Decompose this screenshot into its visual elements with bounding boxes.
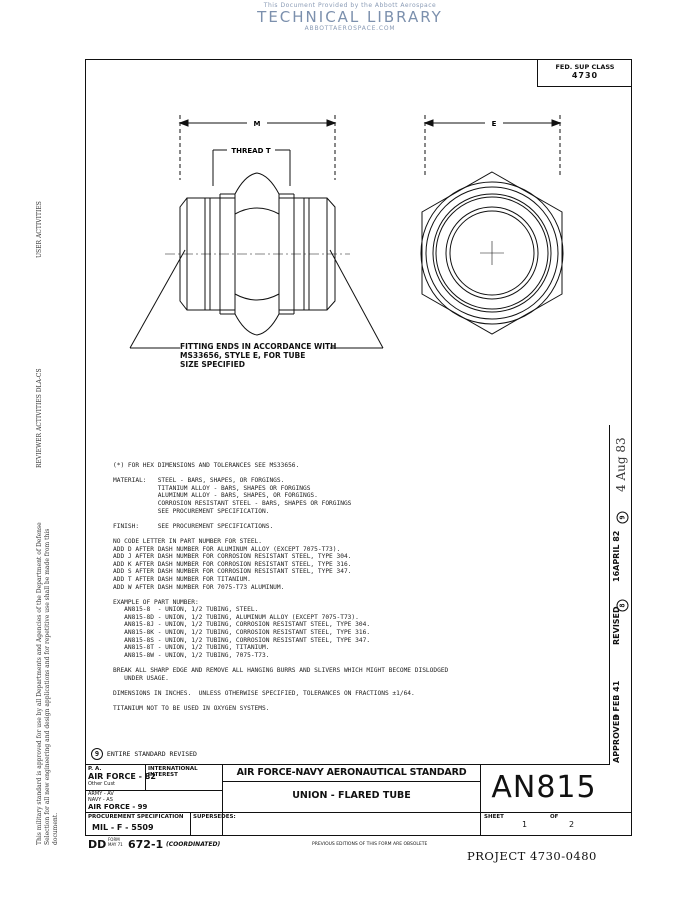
form-dd: DD <box>88 838 107 851</box>
title-block-divider-c <box>222 764 223 836</box>
other-cust-label: Other Cust <box>88 781 116 787</box>
callout-line3: SIZE SPECIFIED <box>180 360 245 369</box>
callout-line1: FITTING ENDS IN ACCORDANCE WITH <box>180 342 337 351</box>
approved-label: APPROVED <box>612 714 621 763</box>
note-line: (*) FOR HEX DIMENSIONS AND TOLERANCES SEE MS33656. <box>113 462 300 469</box>
title-block-divider-f <box>190 812 191 836</box>
note-line: AN815-8J - UNION, 1/2 TUBING, CORROSION RESISTANT STEEL, TYPE 304. <box>113 621 371 629</box>
coordinated-label: (COORDINATED) <box>166 841 221 848</box>
note-line <box>113 470 593 478</box>
revision-8-date: 16APRIL 82 <box>612 530 621 582</box>
part-title: UNION - FLARED TUBE <box>292 790 411 801</box>
navy-code: NAVY - AS <box>88 797 113 803</box>
fed-sup-class-label: FED. SUP CLASS <box>555 63 615 71</box>
note-line: ADD W AFTER DASH NUMBER FOR 7075-T73 ALUMINUM. <box>113 583 285 591</box>
international-interest-label: INTERNATIONAL INTEREST <box>148 766 198 778</box>
note-line: ADD K AFTER DASH NUMBER FOR CORROSION RESISTANT STEEL, TYPE 316. <box>113 560 352 568</box>
pa-label: P. A. <box>88 766 102 772</box>
sheet-label: SHEET <box>484 814 504 820</box>
note-line: AN815-8D - UNION, 1/2 TUBING, ALUMINUM ALLOY (EXCEPT 7075-T73). <box>113 613 359 621</box>
title-block-divider-e <box>480 764 481 836</box>
fed-sup-class-box <box>537 59 632 87</box>
air-force-code: AIR FORCE - 99 <box>88 803 148 811</box>
of-label: OF <box>550 814 559 820</box>
thread-label: THREAD T <box>231 147 271 155</box>
revision-9-circle: 9 <box>610 512 629 524</box>
title-block-top-border <box>85 764 609 765</box>
revision-note <box>91 748 197 760</box>
supersedes-label: SUPERSEDES: <box>193 814 236 820</box>
procurement-spec-label: PROCUREMENT SPECIFICATION <box>88 814 184 820</box>
note-line: SEE PROCUREMENT SPECIFICATION. <box>113 507 270 515</box>
note-line: EXAMPLE OF PART NUMBER: <box>113 598 199 606</box>
note-line: ADD T AFTER DASH NUMBER FOR TITANIUM. <box>113 575 251 583</box>
note-line <box>113 530 593 538</box>
form-number: 672-1 <box>128 838 164 851</box>
revision-note-text: ENTIRE STANDARD REVISED <box>106 750 197 758</box>
sheet-value: 1 <box>522 820 528 829</box>
fed-sup-class-value: 4730 <box>571 71 599 80</box>
of-value: 2 <box>569 820 575 829</box>
dimension-m-label: M <box>253 120 261 128</box>
note-line: FINISH: SEE PROCUREMENT SPECIFICATIONS. <box>113 522 274 530</box>
pa-value: AIR FORCE - 82 <box>88 772 156 781</box>
drawing-notes <box>113 462 593 713</box>
note-line <box>113 682 593 690</box>
approved-date: 3 FEB 41 <box>612 680 621 720</box>
note-line: AN815-8K - UNION, 1/2 TUBING, CORROSION RESISTANT STEEL, TYPE 316. <box>113 629 371 637</box>
revision-8-circle: 8 <box>610 600 629 612</box>
dimension-e-label: E <box>491 120 497 128</box>
title-block-divider-d <box>222 781 480 782</box>
note-line: TITANIUM NOT TO BE USED IN OXYGEN SYSTEMS. <box>113 705 270 712</box>
library-header-line1: This Document Provided by the Abbott Aerospace <box>263 2 437 9</box>
note-line: UNDER USAGE. <box>113 674 169 682</box>
handwritten-date: 4 Aug 83 <box>614 437 628 492</box>
library-header-title: TECHNICAL LIBRARY <box>257 8 443 26</box>
note-line: CORROSION RESISTANT STEEL - BARS, SHAPES OR FORGINGS <box>113 499 352 507</box>
note-line <box>113 515 593 523</box>
note-line: ADD J AFTER DASH NUMBER FOR CORROSION RESISTANT STEEL, TYPE 304. <box>113 553 352 561</box>
project-number: PROJECT 4730-0480 <box>467 849 597 863</box>
revised-label: REVISED <box>612 606 621 645</box>
note-line: BREAK ALL SHARP EDGE AND REMOVE ALL HANGING BURRS AND SLIVERS WHICH MIGHT BECOME DISLODGED <box>113 667 449 675</box>
union-drawing <box>85 90 605 380</box>
procurement-spec-value: MIL - F - 5509 <box>92 823 154 832</box>
fitting-callout <box>180 342 336 369</box>
user-activities-label: USER ACTIVITIES <box>36 201 43 258</box>
note-line: ADD S AFTER DASH NUMBER FOR CORROSION RESISTANT STEEL, TYPE 347. <box>113 568 352 576</box>
army-code: ARMY - AV <box>88 791 114 797</box>
note-line: ALUMINUM ALLOY - BARS, SHAPES, OR FORGINGS. <box>113 492 318 500</box>
approval-note-line2: Selection for all new engineering and design applications and for repetitive use shall be made from this <box>44 528 51 845</box>
revision-number-circle: 9 <box>91 748 103 760</box>
note-line: TITANIUM ALLOY - BARS, SHAPES OR FORGINGS <box>113 484 311 492</box>
title-block-mid-border <box>85 812 632 813</box>
note-line: AN815-8W - UNION, 1/2 TUBING, 7075-T73. <box>113 651 270 659</box>
library-header-url: ABBOTTAEROSPACE.COM <box>304 25 396 32</box>
previous-editions-note: PREVIOUS EDITIONS OF THIS FORM ARE OBSOLETE <box>312 842 428 847</box>
note-line <box>113 697 593 705</box>
note-line: ADD D AFTER DASH NUMBER FOR ALUMINUM ALLOY (EXCEPT 7075-T73). <box>113 545 341 553</box>
reviewer-activities-label: REVIEWER ACTIVITIES DLA-CS <box>36 368 43 468</box>
standard-title: AIR FORCE-NAVY AERONAUTICAL STANDARD <box>236 767 467 778</box>
note-line: AN815-8 - UNION, 1/2 TUBING, STEEL. <box>113 606 259 614</box>
note-line <box>113 591 593 599</box>
note-line <box>113 659 593 667</box>
approval-note-line3: document. <box>52 812 59 845</box>
note-line: AN815-8S - UNION, 1/2 TUBING, CORROSION RESISTANT STEEL, TYPE 347. <box>113 636 371 644</box>
callout-line2: MS33656, STYLE E, FOR TUBE <box>180 351 306 360</box>
part-number: AN815 <box>491 770 597 805</box>
form-small: FORM MAY 71 <box>108 837 123 847</box>
note-line: AN815-8T - UNION, 1/2 TUBING, TITANIUM. <box>113 644 270 652</box>
note-line: DIMENSIONS IN INCHES. UNLESS OTHERWISE SPECIFIED, TOLERANCES ON FRACTIONS ±1/64. <box>113 689 415 697</box>
note-line: MATERIAL: STEEL - BARS, SHAPES, OR FORGINGS. <box>113 477 285 485</box>
approval-note-line1: This military standard is approved for use by all Departments and Agencies of the Department of Defense <box>36 522 43 845</box>
note-line: NO CODE LETTER IN PART NUMBER FOR STEEL. <box>113 537 263 545</box>
